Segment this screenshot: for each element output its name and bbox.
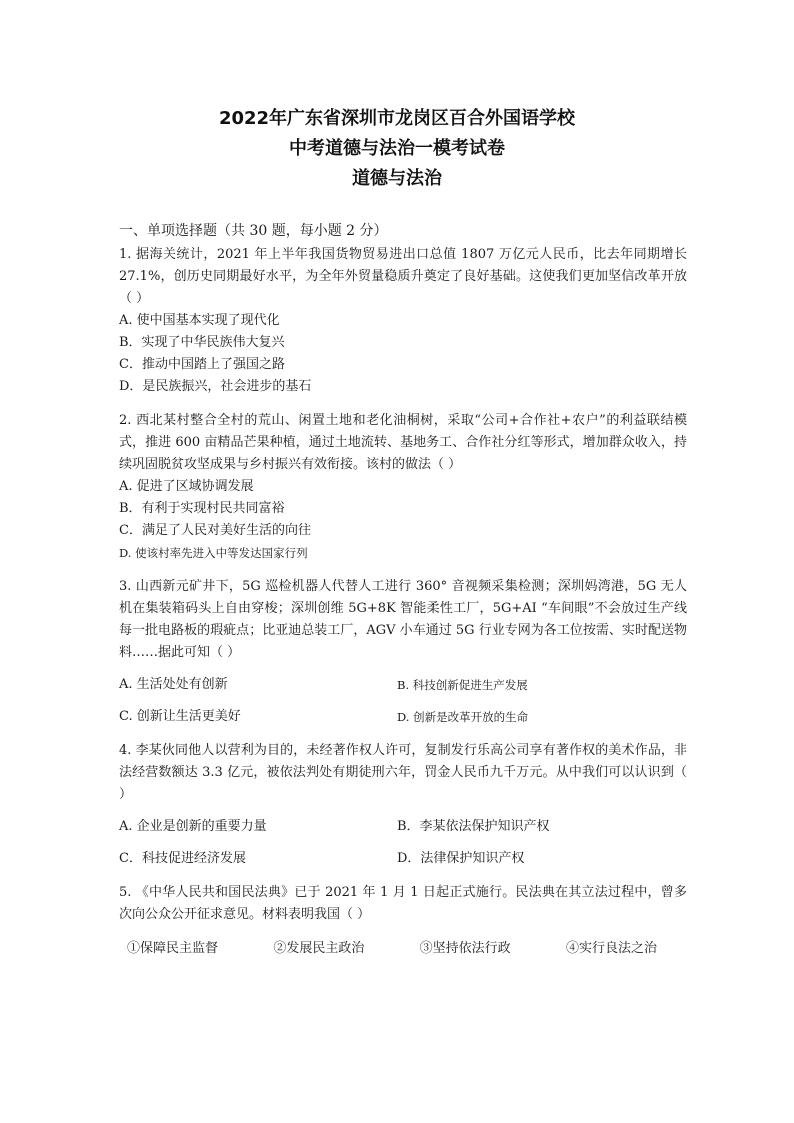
question-stem: 3. 山西新元矿井下，5G 巡检机器人代替人工进行 360° 音视频采集检测；深圳妈湾港，5G 无人机在集装箱码头上自由穿梭；深圳创维 5G+8K 智能柔性工厂，5G+AI “车间眼”不会放过生产线每一批电路板的瑕疵点；比亚迪总装工厂，AGV 小车通过 5G 行业专网为各工位按需、实时配送物料……据此可知（ ）: [119, 579, 687, 660]
option-a: A. 企业是创新的重要力量: [119, 819, 267, 834]
question-stem: 1. 据海关统计，2021 年上半年我国货物贸易进出口总值 1807 万亿元人民币，比去年同期增长 27.1%，创历史同期最好水平，为全年外贸量稳质升奠定了良好基础。这使我们更加坚信改革开放（ ）: [119, 247, 687, 306]
option-d: D．法律保护知识产权: [397, 851, 525, 866]
option-b: B．有利于实现村民共同富裕: [119, 501, 285, 516]
statement-item-2: ②发展民主政治: [273, 941, 365, 956]
statement-items: [119, 938, 687, 960]
question-1: [119, 244, 687, 398]
title-line-3: 道德与法治: [352, 168, 442, 189]
question-4: [119, 740, 687, 870]
title-line-2: 中考道德与法治一模考试卷: [289, 138, 505, 159]
option-a: A. 使中国基本实现了现代化: [119, 313, 280, 328]
question-2: [119, 410, 687, 564]
option-b: B．李某依法保护知识产权: [397, 819, 550, 834]
statement-item-1: ①保障民主监督: [127, 941, 219, 956]
exam-body: [119, 220, 687, 960]
option-c: C. 创新让生活更美好: [119, 709, 241, 724]
section-heading: 一、单项选择题（共 30 题，每小题 2 分）: [119, 223, 388, 239]
option-b: B．实现了中华民族伟大复兴: [119, 335, 285, 350]
option-d: D. 创新是改革开放的生命: [397, 710, 529, 724]
option-b: B. 科技创新促进生产发展: [397, 678, 528, 692]
exam-title: [0, 104, 794, 194]
option-c: C．满足了人民对美好生活的向往: [119, 523, 311, 538]
options-row-2: [119, 848, 687, 870]
option-d: D．是民族振兴，社会进步的基石: [119, 379, 312, 394]
options-row-1: [119, 816, 687, 838]
statement-item-3: ③坚持依法行政: [419, 941, 511, 956]
question-stem: 5. 《中华人民共和国民法典》已于 2021 年 1 月 1 日起正式施行。民法典在其立法过程中，曾多次向公众公开征求意见。材料表明我国（ ）: [119, 885, 687, 922]
question-stem: 2. 西北某村整合全村的荒山、闲置土地和老化油桐树，采取“公司+合作社+农户”的利益联结模式，推进 600 亩精品芒果种植，通过土地流转、基地务工、合作社分红等形式，增加群众收入，持续巩固脱贫攻坚成果与乡村振兴有效衔接。该村的做法（ ）: [119, 413, 687, 472]
option-a: A. 生活处处有创新: [119, 677, 228, 692]
option-c: C．推动中国踏上了强国之路: [119, 357, 285, 372]
title-line-1: 2022年广东省深圳市龙岗区百合外国语学校: [218, 108, 576, 129]
question-3: [119, 576, 687, 728]
statement-item-4: ④实行良法之治: [565, 941, 657, 956]
options-row-2: [119, 706, 687, 728]
option-d: D. 使该村率先进入中等发达国家行列: [119, 546, 308, 560]
question-5: [119, 882, 687, 960]
option-c: C．科技促进经济发展: [119, 851, 246, 866]
option-a: A. 促进了区域协调发展: [119, 479, 254, 494]
question-stem: 4. 李某伙同他人以营利为目的，未经著作权人许可，复制发行乐高公司享有著作权的美术作品，非法经营数额达 3.3 亿元，被依法判处有期徒刑六年，罚金人民币九千万元。从中我们可以认识到（ ）: [119, 743, 687, 802]
options-row-1: [119, 674, 687, 696]
